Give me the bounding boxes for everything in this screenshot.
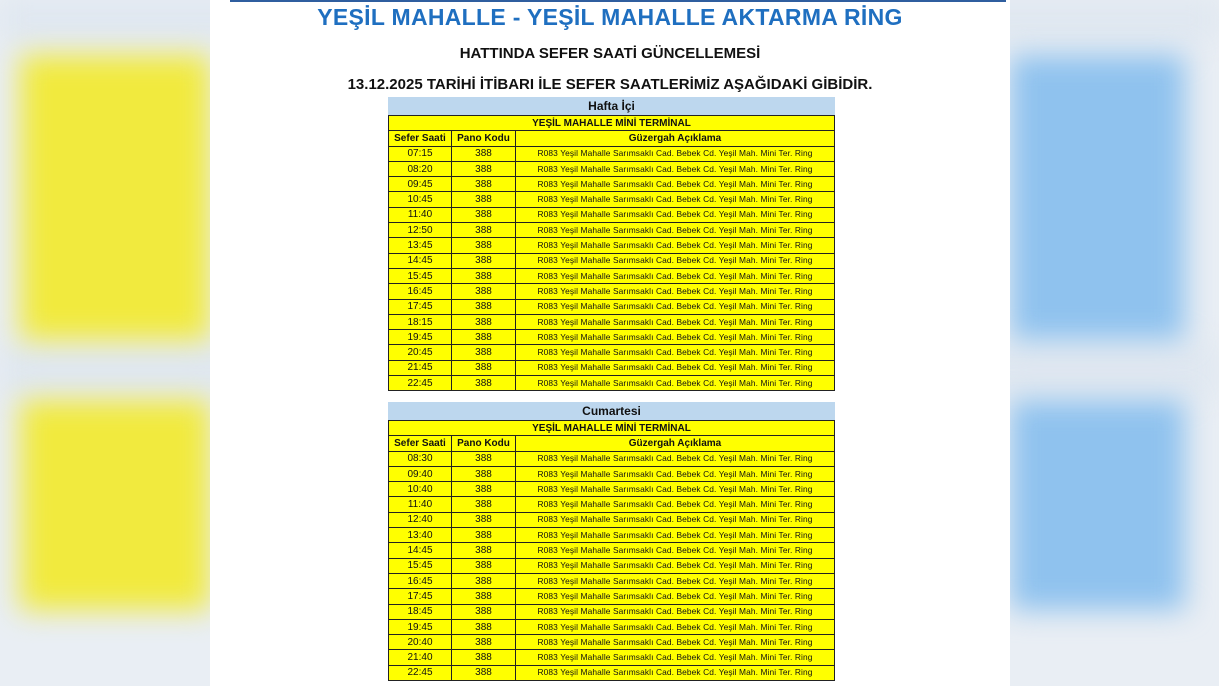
departure-time-cell: 20:40 (389, 635, 452, 650)
panel-code-cell: 388 (452, 558, 516, 573)
table-row (389, 253, 835, 268)
departure-time-cell: 13:45 (389, 238, 452, 253)
table-row (389, 207, 835, 222)
table-row (389, 528, 835, 543)
route-description-cell: R083 Yeşil Mahalle Sarımsaklı Cad. Bebek Cd. Yeşil Mah. Mini Ter. Ring (516, 497, 835, 512)
panel-code-cell: 388 (452, 497, 516, 512)
departure-time-cell: 10:45 (389, 192, 452, 207)
table-row (389, 299, 835, 314)
column-header-time: Sefer Saati (389, 436, 452, 451)
table-row (389, 330, 835, 345)
column-header-code: Pano Kodu (452, 131, 516, 146)
panel-code-cell: 388 (452, 482, 516, 497)
departure-time-cell: 11:40 (389, 207, 452, 222)
background-blur-right-bottom (1010, 400, 1185, 610)
table-row (389, 589, 835, 604)
weekday-table (388, 115, 835, 391)
panel-code-cell: 388 (452, 223, 516, 238)
departure-time-cell: 19:45 (389, 330, 452, 345)
table-row (389, 635, 835, 650)
table-row (389, 543, 835, 558)
panel-code-cell: 388 (452, 299, 516, 314)
table-row (389, 177, 835, 192)
departure-time-cell: 07:15 (389, 146, 452, 161)
table-row (389, 619, 835, 634)
top-rule (230, 0, 1006, 2)
departure-time-cell: 12:50 (389, 223, 452, 238)
panel-code-cell: 388 (452, 207, 516, 222)
effective-date-notice: 13.12.2025 TARİHİ İTİBARI İLE SEFER SAATLERİMİZ AŞAĞIDAKİ GİBİDİR. (347, 76, 873, 93)
departure-time-cell: 14:45 (389, 543, 452, 558)
panel-code-cell: 388 (452, 360, 516, 375)
departure-time-cell: 18:15 (389, 314, 452, 329)
table-row (389, 604, 835, 619)
table-row (389, 360, 835, 375)
panel-code-cell: 388 (452, 665, 516, 680)
table-row (389, 376, 835, 391)
panel-code-cell: 388 (452, 589, 516, 604)
table-row (389, 223, 835, 238)
departure-time-cell: 21:45 (389, 360, 452, 375)
departure-time-cell: 20:45 (389, 345, 452, 360)
departure-time-cell: 17:45 (389, 589, 452, 604)
route-description-cell: R083 Yeşil Mahalle Sarımsaklı Cad. Bebek Cd. Yeşil Mah. Mini Ter. Ring (516, 330, 835, 345)
departure-time-cell: 08:30 (389, 451, 452, 466)
schedule-document (210, 0, 1010, 686)
departure-time-cell: 12:40 (389, 512, 452, 527)
saturday-schedule (388, 402, 835, 681)
background-blur-left-bottom (20, 400, 210, 610)
route-description-cell: R083 Yeşil Mahalle Sarımsaklı Cad. Bebek Cd. Yeşil Mah. Mini Ter. Ring (516, 223, 835, 238)
departure-time-cell: 10:40 (389, 482, 452, 497)
route-description-cell: R083 Yeşil Mahalle Sarımsaklı Cad. Bebek Cd. Yeşil Mah. Mini Ter. Ring (516, 512, 835, 527)
route-description-cell: R083 Yeşil Mahalle Sarımsaklı Cad. Bebek Cd. Yeşil Mah. Mini Ter. Ring (516, 360, 835, 375)
route-description-cell: R083 Yeşil Mahalle Sarımsaklı Cad. Bebek Cd. Yeşil Mah. Mini Ter. Ring (516, 284, 835, 299)
panel-code-cell: 388 (452, 284, 516, 299)
table-row (389, 665, 835, 680)
departure-time-cell: 18:45 (389, 604, 452, 619)
departure-time-cell: 08:20 (389, 161, 452, 176)
route-description-cell: R083 Yeşil Mahalle Sarımsaklı Cad. Bebek Cd. Yeşil Mah. Mini Ter. Ring (516, 604, 835, 619)
panel-code-cell: 388 (452, 253, 516, 268)
panel-code-cell: 388 (452, 604, 516, 619)
panel-code-cell: 388 (452, 512, 516, 527)
route-description-cell: R083 Yeşil Mahalle Sarımsaklı Cad. Bebek Cd. Yeşil Mah. Mini Ter. Ring (516, 192, 835, 207)
panel-code-cell: 388 (452, 528, 516, 543)
route-description-cell: R083 Yeşil Mahalle Sarımsaklı Cad. Bebek Cd. Yeşil Mah. Mini Ter. Ring (516, 573, 835, 588)
route-description-cell: R083 Yeşil Mahalle Sarımsaklı Cad. Bebek Cd. Yeşil Mah. Mini Ter. Ring (516, 253, 835, 268)
panel-code-cell: 388 (452, 573, 516, 588)
departure-time-cell: 09:40 (389, 466, 452, 481)
route-description-cell: R083 Yeşil Mahalle Sarımsaklı Cad. Bebek Cd. Yeşil Mah. Mini Ter. Ring (516, 451, 835, 466)
route-description-cell: R083 Yeşil Mahalle Sarımsaklı Cad. Bebek Cd. Yeşil Mah. Mini Ter. Ring (516, 558, 835, 573)
table-row (389, 451, 835, 466)
saturday-rows (389, 451, 835, 680)
panel-code-cell: 388 (452, 268, 516, 283)
table-row (389, 268, 835, 283)
table-row (389, 650, 835, 665)
table-row (389, 512, 835, 527)
panel-code-cell: 388 (452, 650, 516, 665)
departure-time-cell: 17:45 (389, 299, 452, 314)
weekday-rows (389, 146, 835, 391)
route-description-cell: R083 Yeşil Mahalle Sarımsaklı Cad. Bebek Cd. Yeşil Mah. Mini Ter. Ring (516, 665, 835, 680)
panel-code-cell: 388 (452, 314, 516, 329)
weekday-schedule (388, 97, 835, 391)
table-row (389, 284, 835, 299)
page-subtitle: HATTINDA SEFER SAATİ GÜNCELLEMESİ (459, 45, 761, 62)
panel-code-cell: 388 (452, 466, 516, 481)
column-header-time: Sefer Saati (389, 131, 452, 146)
departure-time-cell: 16:45 (389, 573, 452, 588)
panel-code-cell: 388 (452, 451, 516, 466)
route-description-cell: R083 Yeşil Mahalle Sarımsaklı Cad. Bebek Cd. Yeşil Mah. Mini Ter. Ring (516, 345, 835, 360)
panel-code-cell: 388 (452, 192, 516, 207)
table-row (389, 466, 835, 481)
panel-code-cell: 388 (452, 345, 516, 360)
departure-time-cell: 16:45 (389, 284, 452, 299)
departure-time-cell: 15:45 (389, 268, 452, 283)
route-description-cell: R083 Yeşil Mahalle Sarımsaklı Cad. Bebek Cd. Yeşil Mah. Mini Ter. Ring (516, 268, 835, 283)
panel-code-cell: 388 (452, 330, 516, 345)
route-description-cell: R083 Yeşil Mahalle Sarımsaklı Cad. Bebek Cd. Yeşil Mah. Mini Ter. Ring (516, 376, 835, 391)
background-blur-left-top (20, 55, 210, 340)
column-header-route: Güzergah Açıklama (516, 131, 835, 146)
route-description-cell: R083 Yeşil Mahalle Sarımsaklı Cad. Bebek Cd. Yeşil Mah. Mini Ter. Ring (516, 619, 835, 634)
panel-code-cell: 388 (452, 177, 516, 192)
route-description-cell: R083 Yeşil Mahalle Sarımsaklı Cad. Bebek Cd. Yeşil Mah. Mini Ter. Ring (516, 207, 835, 222)
saturday-table (388, 420, 835, 681)
table-row (389, 161, 835, 176)
route-description-cell: R083 Yeşil Mahalle Sarımsaklı Cad. Bebek Cd. Yeşil Mah. Mini Ter. Ring (516, 177, 835, 192)
route-description-cell: R083 Yeşil Mahalle Sarımsaklı Cad. Bebek Cd. Yeşil Mah. Mini Ter. Ring (516, 528, 835, 543)
panel-code-cell: 388 (452, 635, 516, 650)
panel-code-cell: 388 (452, 146, 516, 161)
table-row (389, 146, 835, 161)
route-description-cell: R083 Yeşil Mahalle Sarımsaklı Cad. Bebek Cd. Yeşil Mah. Mini Ter. Ring (516, 238, 835, 253)
panel-code-cell: 388 (452, 619, 516, 634)
column-header-route: Güzergah Açıklama (516, 436, 835, 451)
panel-code-cell: 388 (452, 238, 516, 253)
route-description-cell: R083 Yeşil Mahalle Sarımsaklı Cad. Bebek Cd. Yeşil Mah. Mini Ter. Ring (516, 589, 835, 604)
departure-time-cell: 22:45 (389, 665, 452, 680)
departure-time-cell: 19:45 (389, 619, 452, 634)
background-blur-right-top (1010, 55, 1185, 340)
route-description-cell: R083 Yeşil Mahalle Sarımsaklı Cad. Bebek Cd. Yeşil Mah. Mini Ter. Ring (516, 314, 835, 329)
table-row (389, 238, 835, 253)
table-row (389, 497, 835, 512)
route-description-cell: R083 Yeşil Mahalle Sarımsaklı Cad. Bebek Cd. Yeşil Mah. Mini Ter. Ring (516, 650, 835, 665)
page-title: YEŞİL MAHALLE - YEŞİL MAHALLE AKTARMA RİNG (317, 4, 903, 30)
terminal-name: YEŞİL MAHALLE MİNİ TERMİNAL (389, 116, 835, 131)
panel-code-cell: 388 (452, 376, 516, 391)
route-description-cell: R083 Yeşil Mahalle Sarımsaklı Cad. Bebek Cd. Yeşil Mah. Mini Ter. Ring (516, 482, 835, 497)
panel-code-cell: 388 (452, 543, 516, 558)
table-row (389, 482, 835, 497)
departure-time-cell: 21:40 (389, 650, 452, 665)
departure-time-cell: 22:45 (389, 376, 452, 391)
table-row (389, 573, 835, 588)
departure-time-cell: 15:45 (389, 558, 452, 573)
departure-time-cell: 14:45 (389, 253, 452, 268)
terminal-name: YEŞİL MAHALLE MİNİ TERMİNAL (389, 421, 835, 436)
departure-time-cell: 09:45 (389, 177, 452, 192)
route-description-cell: R083 Yeşil Mahalle Sarımsaklı Cad. Bebek Cd. Yeşil Mah. Mini Ter. Ring (516, 543, 835, 558)
table-row (389, 345, 835, 360)
panel-code-cell: 388 (452, 161, 516, 176)
table-row (389, 192, 835, 207)
route-description-cell: R083 Yeşil Mahalle Sarımsaklı Cad. Bebek Cd. Yeşil Mah. Mini Ter. Ring (516, 635, 835, 650)
table-row (389, 314, 835, 329)
weekday-header: Hafta İçi (388, 97, 835, 115)
route-description-cell: R083 Yeşil Mahalle Sarımsaklı Cad. Bebek Cd. Yeşil Mah. Mini Ter. Ring (516, 146, 835, 161)
route-description-cell: R083 Yeşil Mahalle Sarımsaklı Cad. Bebek Cd. Yeşil Mah. Mini Ter. Ring (516, 299, 835, 314)
departure-time-cell: 11:40 (389, 497, 452, 512)
column-header-code: Pano Kodu (452, 436, 516, 451)
table-row (389, 558, 835, 573)
saturday-header: Cumartesi (388, 402, 835, 420)
route-description-cell: R083 Yeşil Mahalle Sarımsaklı Cad. Bebek Cd. Yeşil Mah. Mini Ter. Ring (516, 466, 835, 481)
departure-time-cell: 13:40 (389, 528, 452, 543)
route-description-cell: R083 Yeşil Mahalle Sarımsaklı Cad. Bebek Cd. Yeşil Mah. Mini Ter. Ring (516, 161, 835, 176)
